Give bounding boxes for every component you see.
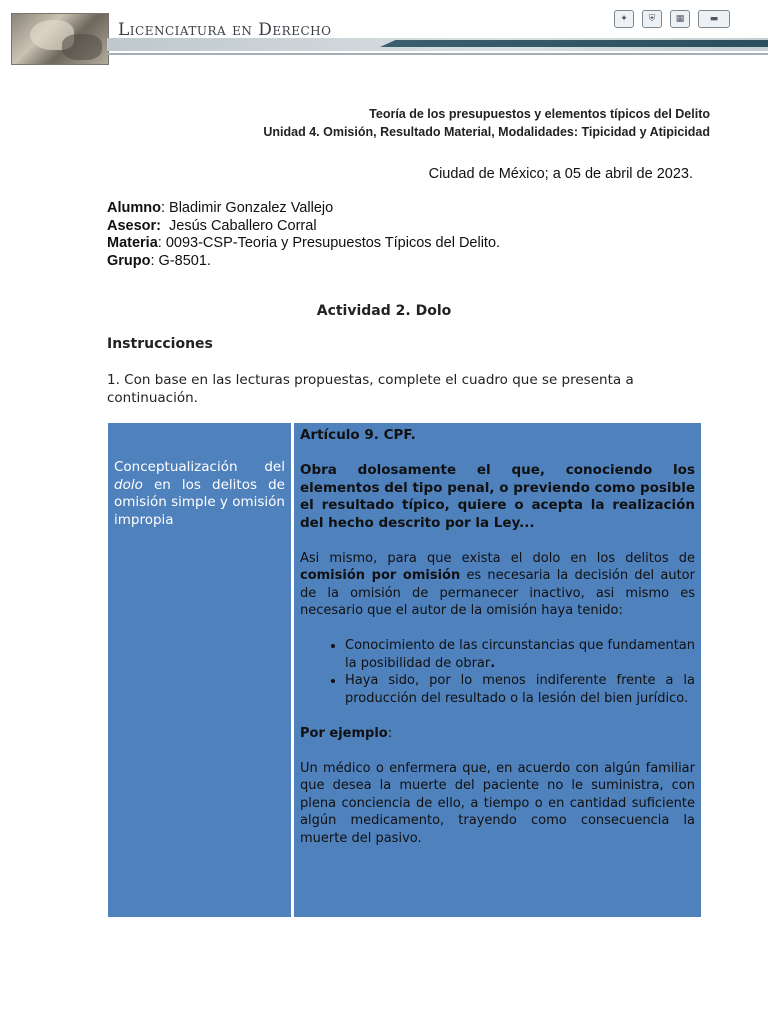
document-date: Ciudad de México; a 05 de abril de 2023. bbox=[428, 166, 693, 182]
list-item: • Conocimiento de las circunstancias que fundamentan la posibilidad de obrar. bbox=[345, 637, 695, 672]
seal-icon: ✦ bbox=[614, 10, 634, 28]
header-banner bbox=[0, 0, 768, 75]
banner-line bbox=[107, 53, 768, 55]
table-right-cell bbox=[294, 423, 701, 917]
logo-icon: ▬ bbox=[698, 10, 730, 28]
asesor-row: Asesor: Jesús Caballero Corral bbox=[107, 217, 317, 234]
unit-title: Unidad 4. Omisión, Resultado Material, Modalidades: Tipicidad y Atipicidad bbox=[263, 125, 710, 139]
omission-paragraph: Asi mismo, para que exista el dolo en los delitos de comisión por omisión es necesaria la decisión del autor de la omisión de permanecer inactivo, asi mismo es necesario que el autor de la omisión haya tenido: bbox=[300, 550, 695, 618]
table-left-cell bbox=[108, 423, 294, 917]
banner-band-dark bbox=[380, 40, 768, 47]
concept-table bbox=[108, 423, 701, 917]
instructions-heading: Instrucciones bbox=[107, 336, 213, 352]
banner-photo bbox=[11, 13, 109, 65]
student-info bbox=[107, 200, 500, 270]
activity-title: Actividad 2. Dolo bbox=[316, 303, 452, 319]
building-icon: ▦ bbox=[670, 10, 690, 28]
requirements-list bbox=[300, 637, 695, 707]
materia-row: Materia: 0093-CSP-Teoria y Presupuestos Típicos del Delito. bbox=[107, 235, 501, 251]
concept-label: Conceptualización del dolo en los delitos de omisión simple y omisión impropia bbox=[114, 459, 285, 528]
instructions-text: 1. Con base en las lecturas propuestas, complete el cuadro que se presenta a continuación. bbox=[107, 372, 634, 406]
list-item: • Haya sido, por lo menos indiferente frente a la producción del resultado o la lesión del bien jurídico. bbox=[345, 672, 695, 707]
subject-title: Teoría de los presupuestos y elementos típicos del Delito bbox=[369, 107, 710, 121]
example-label: Por ejemplo: bbox=[300, 725, 393, 741]
shield-icon: ⛨ bbox=[642, 10, 662, 28]
program-title: Licenciatura en Derecho bbox=[118, 20, 332, 40]
example-text: Un médico o enfermera que, en acuerdo con algún familiar que desea la muerte del paciente no le suministra, con plena conciencia de ello, a tiempo o en cantidad suficiente algún medicamento, trayendo como consecuencia la muerte del pasivo. bbox=[300, 760, 695, 846]
institution-seals bbox=[614, 10, 730, 28]
grupo-row: Grupo: G-8501. bbox=[107, 252, 211, 269]
alumno-row: Alumno: Bladimir Gonzalez Vallejo bbox=[107, 200, 334, 216]
article-heading: Artículo 9. CPF. bbox=[300, 427, 416, 443]
article-definition: Obra dolosamente el que, conociendo los elementos del tipo penal, o previendo como posible el resultado típico, quiere o acepta la realización del hecho descrito por la Ley... bbox=[300, 462, 695, 531]
